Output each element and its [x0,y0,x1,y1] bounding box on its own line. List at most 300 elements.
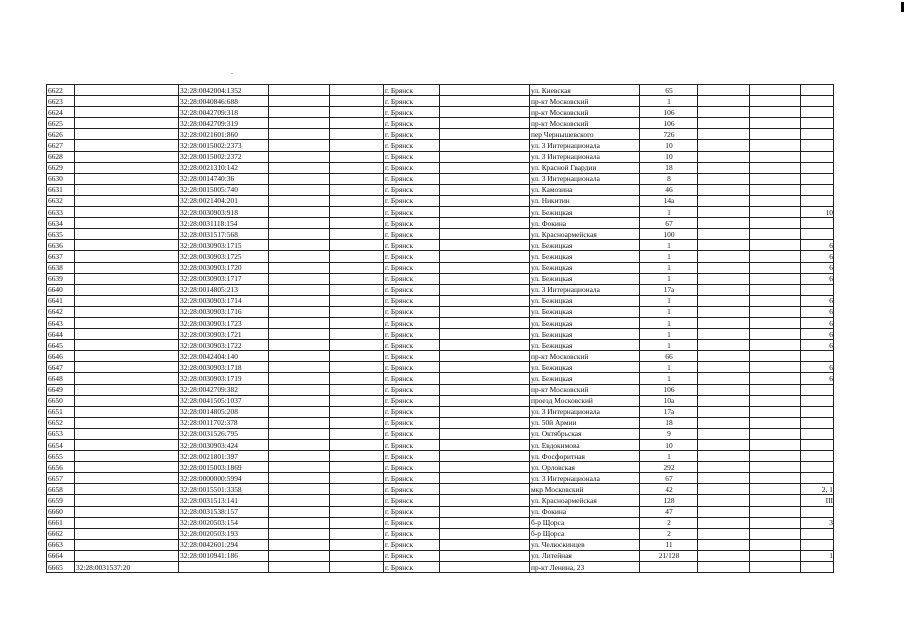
scan-speck [231,73,233,74]
empty-cell [269,462,330,473]
cadastral-number-cell: 32:28:0042709:382 [179,384,269,395]
empty-cell [440,528,530,539]
apartment-cell [801,151,834,162]
cadastral-number-cell: 32:28:0020503:154 [179,517,269,528]
city-cell: г. Брянск [384,129,440,140]
empty-cell [330,284,384,295]
empty-cell [269,528,330,539]
empty-cell [269,428,330,439]
empty-cell [750,506,801,517]
city-cell: г. Брянск [384,295,440,306]
house-number-cell: 726 [640,129,698,140]
table-row [47,528,834,539]
row-number-cell: 6630 [47,173,75,184]
empty-cell [440,384,530,395]
row-number-cell: 6622 [47,85,75,96]
apartment-cell [801,284,834,295]
street-cell: ул. Бежицкая [530,240,640,251]
cadastral-number-cell: 32:28:0030903:1723 [179,317,269,328]
empty-cell [698,495,750,506]
empty-cell [269,550,330,561]
apartment-cell [801,462,834,473]
empty-cell [330,162,384,173]
empty-cell [698,517,750,528]
old-cadastral-cell [75,140,179,151]
table-row [47,96,834,107]
street-cell: пр-кт Московский [530,351,640,362]
empty-cell [698,395,750,406]
apartment-cell [801,395,834,406]
empty-cell [698,451,750,462]
city-cell: г. Брянск [384,550,440,561]
row-number-cell: 6643 [47,317,75,328]
house-number-cell: 1 [640,207,698,218]
empty-cell [269,284,330,295]
apartment-cell [801,528,834,539]
city-cell: г. Брянск [384,262,440,273]
apartment-cell [801,184,834,195]
row-number-cell: 6634 [47,218,75,229]
cadastral-number-cell: 32:28:0030903:424 [179,440,269,451]
empty-cell [750,107,801,118]
apartment-cell: 6 [801,317,834,328]
empty-cell [440,506,530,517]
empty-cell [269,295,330,306]
empty-cell [750,240,801,251]
old-cadastral-cell [75,362,179,373]
empty-cell [440,162,530,173]
cadastral-number-cell: 32:28:0031538:157 [179,506,269,517]
city-cell: г. Брянск [384,251,440,262]
apartment-cell [801,162,834,173]
empty-cell [269,562,330,573]
empty-cell [440,240,530,251]
empty-cell [269,229,330,240]
street-cell: ул. Красноармейская [530,229,640,240]
old-cadastral-cell [75,207,179,218]
empty-cell [269,340,330,351]
city-cell: г. Брянск [384,395,440,406]
street-cell: б-р Щорса [530,528,640,539]
empty-cell [750,151,801,162]
house-number-cell: 42 [640,484,698,495]
table-row [47,184,834,195]
empty-cell [750,528,801,539]
old-cadastral-cell [75,440,179,451]
old-cadastral-cell [75,395,179,406]
old-cadastral-cell [75,251,179,262]
table-row [47,406,834,417]
empty-cell [269,273,330,284]
table-row [47,373,834,384]
row-number-cell: 6650 [47,395,75,406]
empty-cell [330,317,384,328]
apartment-cell [801,473,834,484]
street-cell: пр-кт Ленина, 23 [530,562,640,573]
cadastral-number-cell: 32:28:0030903:1715 [179,240,269,251]
empty-cell [330,462,384,473]
old-cadastral-cell [75,462,179,473]
apartment-cell [801,451,834,462]
empty-cell [698,506,750,517]
street-cell: пр-кт Московский [530,96,640,107]
house-number-cell: 17а [640,284,698,295]
empty-cell [698,440,750,451]
empty-cell [440,484,530,495]
city-cell: г. Брянск [384,240,440,251]
empty-cell [269,118,330,129]
empty-cell [330,329,384,340]
empty-cell [330,306,384,317]
empty-cell [330,373,384,384]
empty-cell [269,495,330,506]
empty-cell [750,218,801,229]
house-number-cell: 1 [640,373,698,384]
empty-cell [440,118,530,129]
street-cell: ул. Фокина [530,506,640,517]
house-number-cell: 2 [640,517,698,528]
empty-cell [440,140,530,151]
empty-cell [269,417,330,428]
empty-cell [750,362,801,373]
cadastral-number-cell: 32:28:0015002:2372 [179,151,269,162]
empty-cell [750,273,801,284]
empty-cell [698,85,750,96]
street-cell: ул. Октябрьская [530,428,640,439]
table-row [47,229,834,240]
empty-cell [440,539,530,550]
old-cadastral-cell: 32:28:0031537:20 [75,562,179,573]
empty-cell [698,140,750,151]
empty-cell [330,229,384,240]
empty-cell [269,184,330,195]
empty-cell [698,162,750,173]
house-number-cell: 11 [640,539,698,550]
empty-cell [698,484,750,495]
old-cadastral-cell [75,162,179,173]
empty-cell [330,406,384,417]
street-cell: ул. Литейная [530,550,640,561]
cadastral-number-cell: 32:28:0014805:213 [179,284,269,295]
empty-cell [330,140,384,151]
old-cadastral-cell [75,184,179,195]
table-row [47,428,834,439]
row-number-cell: 6639 [47,273,75,284]
empty-cell [440,207,530,218]
empty-cell [330,417,384,428]
table-row [47,384,834,395]
apartment-cell [801,440,834,451]
empty-cell [698,562,750,573]
city-cell: г. Брянск [384,428,440,439]
empty-cell [330,484,384,495]
empty-cell [269,384,330,395]
house-number-cell: 17а [640,406,698,417]
empty-cell [750,129,801,140]
old-cadastral-cell [75,85,179,96]
empty-cell [698,473,750,484]
street-cell: ул. Челюскинцев [530,539,640,550]
street-cell: ул. 3 Интернационала [530,284,640,295]
cadastral-number-cell: 32:28:0041505:1037 [179,395,269,406]
old-cadastral-cell [75,329,179,340]
table-row [47,218,834,229]
city-cell: г. Брянск [384,218,440,229]
empty-cell [750,440,801,451]
table-row [47,173,834,184]
empty-cell [750,317,801,328]
empty-cell [440,395,530,406]
apartment-cell: 6 [801,373,834,384]
empty-cell [698,240,750,251]
row-number-cell: 6629 [47,162,75,173]
apartment-cell: 6 [801,251,834,262]
apartment-cell [801,118,834,129]
empty-cell [440,151,530,162]
city-cell: г. Брянск [384,462,440,473]
empty-cell [750,517,801,528]
city-cell: г. Брянск [384,340,440,351]
empty-cell [269,395,330,406]
house-number-cell: 65 [640,85,698,96]
old-cadastral-cell [75,129,179,140]
empty-cell [440,251,530,262]
empty-cell [440,229,530,240]
street-cell: ул. Орловская [530,462,640,473]
house-number-cell: 1 [640,306,698,317]
cadastral-number-cell: 32:28:0021310:142 [179,162,269,173]
empty-cell [269,218,330,229]
empty-cell [698,340,750,351]
cadastral-number-cell: 32:28:0040846:688 [179,96,269,107]
empty-cell [330,151,384,162]
city-cell: г. Брянск [384,317,440,328]
house-number-cell: 1 [640,273,698,284]
empty-cell [269,262,330,273]
row-number-cell: 6624 [47,107,75,118]
city-cell: г. Брянск [384,539,440,550]
table-row [47,195,834,206]
empty-cell [269,373,330,384]
table-row [47,417,834,428]
apartment-cell [801,173,834,184]
house-number-cell: 1 [640,340,698,351]
empty-cell [750,373,801,384]
empty-cell [440,96,530,107]
table-row [47,306,834,317]
empty-cell [330,528,384,539]
empty-cell [440,317,530,328]
empty-cell [440,473,530,484]
apartment-cell: 6 [801,329,834,340]
empty-cell [440,262,530,273]
table-row [47,251,834,262]
empty-cell [750,207,801,218]
apartment-cell: 6 [801,273,834,284]
empty-cell [750,417,801,428]
city-cell: г. Брянск [384,406,440,417]
street-cell: ул. Бежицкая [530,306,640,317]
row-number-cell: 6653 [47,428,75,439]
cadastral-number-cell: 32:28:0030903:1721 [179,329,269,340]
row-number-cell: 6664 [47,550,75,561]
city-cell: г. Брянск [384,384,440,395]
table-row [47,451,834,462]
old-cadastral-cell [75,151,179,162]
row-number-cell: 6657 [47,473,75,484]
street-cell: ул. Бежицкая [530,329,640,340]
empty-cell [330,195,384,206]
empty-cell [440,295,530,306]
house-number-cell [640,562,698,573]
empty-cell [750,284,801,295]
empty-cell [440,184,530,195]
empty-cell [698,129,750,140]
empty-cell [440,451,530,462]
empty-cell [440,495,530,506]
apartment-cell [801,417,834,428]
city-cell: г. Брянск [384,273,440,284]
empty-cell [698,284,750,295]
apartment-cell: 3 [801,517,834,528]
empty-cell [698,96,750,107]
empty-cell [440,340,530,351]
old-cadastral-cell [75,351,179,362]
house-number-cell: 46 [640,184,698,195]
table-row [47,273,834,284]
table-row [47,550,834,561]
empty-cell [269,484,330,495]
house-number-cell: 18 [640,162,698,173]
empty-cell [440,417,530,428]
empty-cell [330,506,384,517]
house-number-cell: 10 [640,440,698,451]
empty-cell [440,218,530,229]
empty-cell [750,306,801,317]
empty-cell [698,218,750,229]
empty-cell [750,462,801,473]
house-number-cell: 1 [640,96,698,107]
empty-cell [269,517,330,528]
empty-cell [750,162,801,173]
row-number-cell: 6654 [47,440,75,451]
empty-cell [750,406,801,417]
house-number-cell: 1 [640,295,698,306]
street-cell: ул. Бежицкая [530,207,640,218]
empty-cell [330,495,384,506]
empty-cell [330,129,384,140]
empty-cell [698,262,750,273]
table-row [47,329,834,340]
row-number-cell: 6644 [47,329,75,340]
house-number-cell: 128 [640,495,698,506]
old-cadastral-cell [75,284,179,295]
empty-cell [269,306,330,317]
old-cadastral-cell [75,107,179,118]
row-number-cell: 6633 [47,207,75,218]
row-number-cell: 6628 [47,151,75,162]
street-cell: ул. 3 Интернационала [530,406,640,417]
old-cadastral-cell [75,340,179,351]
row-number-cell: 6635 [47,229,75,240]
empty-cell [440,462,530,473]
table-row [47,517,834,528]
empty-cell [330,351,384,362]
row-number-cell: 6637 [47,251,75,262]
apartment-cell [801,539,834,550]
table-row [47,151,834,162]
old-cadastral-cell [75,484,179,495]
empty-cell [440,273,530,284]
empty-cell [330,362,384,373]
cadastral-number-cell: 32:28:0042004:1352 [179,85,269,96]
cadastral-number-cell: 32:28:0021801:397 [179,451,269,462]
empty-cell [440,440,530,451]
house-number-cell: 10 [640,151,698,162]
house-number-cell: 1 [640,317,698,328]
empty-cell [330,451,384,462]
row-number-cell: 6642 [47,306,75,317]
empty-cell [440,173,530,184]
cadastral-number-cell: 32:28:0030903:1725 [179,251,269,262]
empty-cell [698,362,750,373]
empty-cell [698,384,750,395]
table-row [47,262,834,273]
empty-cell [269,329,330,340]
empty-cell [330,107,384,118]
street-cell: ул. Красной Гвардии [530,162,640,173]
cadastral-number-cell: 32:28:0030903:1719 [179,373,269,384]
house-number-cell: 18 [640,417,698,428]
empty-cell [750,473,801,484]
empty-cell [269,317,330,328]
empty-cell [269,506,330,517]
cadastral-number-cell: 32:28:0020503:193 [179,528,269,539]
empty-cell [269,406,330,417]
apartment-cell [801,85,834,96]
empty-cell [330,539,384,550]
row-number-cell: 6661 [47,517,75,528]
empty-cell [330,295,384,306]
empty-cell [698,229,750,240]
empty-cell [440,362,530,373]
property-register-table [46,84,834,573]
table-row [47,562,834,573]
empty-cell [269,207,330,218]
house-number-cell: 2 [640,528,698,539]
street-cell: ул. Киевская [530,85,640,96]
row-number-cell: 6626 [47,129,75,140]
city-cell: г. Брянск [384,440,440,451]
empty-cell [269,362,330,373]
table-row [47,129,834,140]
empty-cell [698,295,750,306]
row-number-cell: 6625 [47,118,75,129]
cadastral-number-cell: 32:28:0030903:1720 [179,262,269,273]
empty-cell [269,151,330,162]
street-cell: ул. 3 Интернационала [530,473,640,484]
row-number-cell: 6646 [47,351,75,362]
street-cell: ул. Бежицкая [530,373,640,384]
table-row [47,539,834,550]
street-cell: ул. 3 Интернационала [530,140,640,151]
street-cell: ул. Фокина [530,218,640,229]
apartment-cell [801,140,834,151]
empty-cell [750,229,801,240]
cadastral-number-cell: 32:28:0031517:568 [179,229,269,240]
apartment-cell [801,351,834,362]
empty-cell [269,251,330,262]
